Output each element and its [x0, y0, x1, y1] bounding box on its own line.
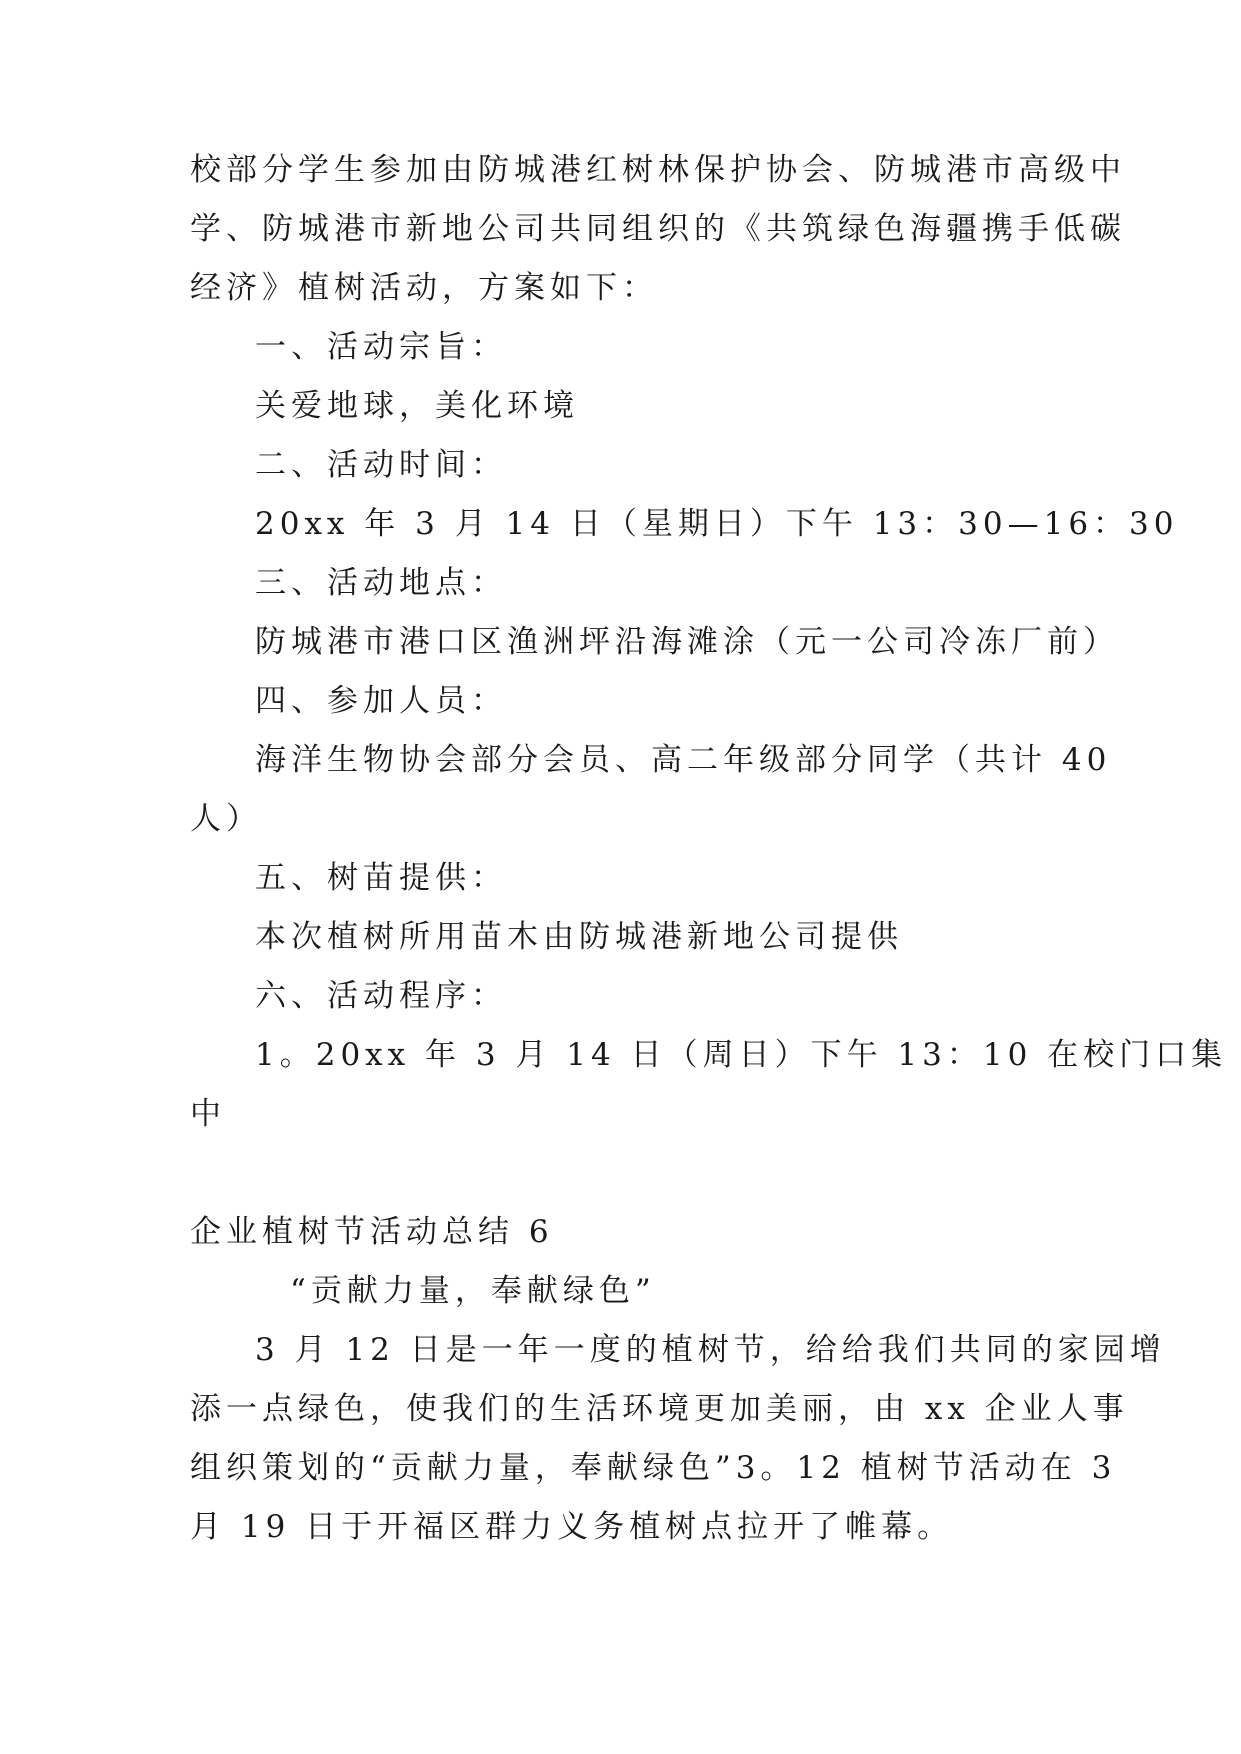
article-paragraph-line: 月 19 日于开福区群力义务植树点拉开了帷幕。 — [190, 1509, 954, 1545]
article-paragraph-line: 添一点绿色，使我们的生活环境更加美丽，由 xx 企业人事 — [190, 1391, 1129, 1427]
paragraph-line: 经济》植树活动，方案如下： — [190, 270, 658, 306]
section-body: 人） — [190, 801, 262, 837]
section-body: 20xx 年 3 月 14 日（星期日）下午 13：30—16：30 — [255, 506, 1179, 542]
section-heading: 六、活动程序： — [255, 978, 507, 1014]
section-body: 海洋生物协会部分会员、高二年级部分同学（共计 40 — [255, 742, 1112, 778]
article-paragraph-line: 组织策划的“贡献力量，奉献绿色”3。12 植树节活动在 3 — [190, 1450, 1117, 1486]
article-title: 企业植树节活动总结 6 — [190, 1214, 554, 1250]
section-body: 1。20xx 年 3 月 14 日（周日）下午 13：10 在校门口集 — [255, 1037, 1228, 1073]
section-heading: 四、参加人员： — [255, 683, 507, 719]
section-body: 中 — [190, 1096, 226, 1132]
section-heading: 三、活动地点： — [255, 565, 507, 601]
section-heading: 二、活动时间： — [255, 447, 507, 483]
section-body: 防城港市港口区渔洲坪沿海滩涂（元一公司冷冻厂前） — [255, 624, 1119, 660]
article-paragraph-line: 3 月 12 日是一年一度的植树节，给给我们共同的家园增 — [255, 1332, 1166, 1368]
section-body: 关爱地球，美化环境 — [255, 388, 579, 424]
section-heading: 五、树苗提供： — [255, 860, 507, 896]
paragraph-line: 校部分学生参加由防城港红树林保护协会、防城港市高级中 — [190, 152, 1126, 188]
section-heading: 一、活动宗旨： — [255, 329, 507, 365]
section-body: 本次植树所用苗木由防城港新地公司提供 — [255, 919, 903, 955]
article-slogan: “贡献力量，奉献绿色” — [290, 1273, 656, 1309]
paragraph-line: 学、防城港市新地公司共同组织的《共筑绿色海疆携手低碳 — [190, 211, 1126, 247]
